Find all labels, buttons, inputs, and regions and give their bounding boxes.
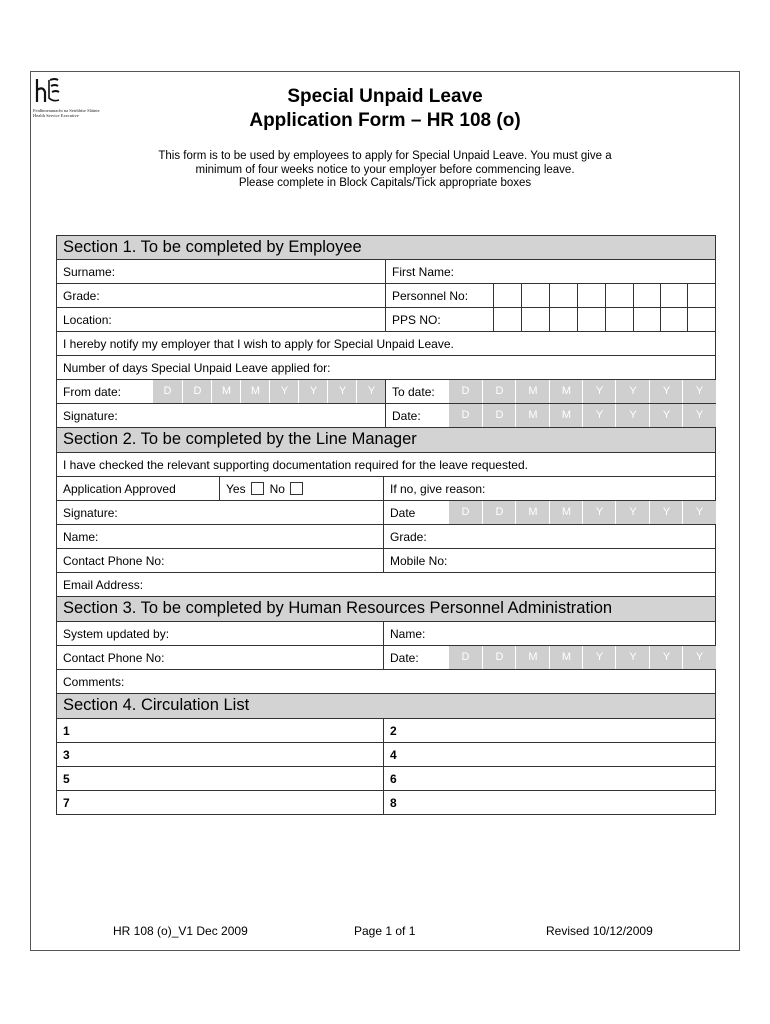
from-date-box[interactable]: Y (298, 380, 328, 403)
circulation-row (56, 743, 716, 767)
manager-email-row (56, 573, 716, 597)
manager-date-box[interactable]: M (515, 501, 550, 524)
surname-row (56, 260, 716, 284)
num-days-field[interactable]: Number of days Special Unpaid Leave applied for: (63, 361, 331, 375)
from-date-box[interactable]: M (211, 380, 241, 403)
from-date-box[interactable]: M (240, 380, 270, 403)
hr-date-box[interactable]: M (515, 646, 550, 669)
circulation-row (56, 791, 716, 815)
circulation-item[interactable]: 8 (390, 796, 397, 810)
grade-row (56, 284, 716, 308)
hr-date-box[interactable]: Y (682, 646, 716, 669)
employee-date-box[interactable]: Y (615, 404, 650, 427)
section4-heading (56, 694, 716, 719)
manager-mobile-field[interactable]: Mobile No: (390, 554, 448, 568)
manager-date-box[interactable]: D (482, 501, 516, 524)
personnel-no-box[interactable] (660, 284, 661, 307)
section2-heading (56, 428, 716, 453)
no-checkbox[interactable] (290, 482, 303, 495)
first-name-field[interactable]: First Name: (392, 265, 455, 279)
comments-row (56, 670, 716, 694)
yes-label: Yes (226, 482, 246, 496)
checked-row (56, 453, 716, 477)
hr-date-box[interactable]: M (549, 646, 583, 669)
manager-name-row (56, 525, 716, 549)
personnel-no-box[interactable] (687, 284, 688, 307)
manager-date-box[interactable]: Y (682, 501, 716, 524)
hr-name-field[interactable]: Name: (390, 627, 426, 641)
manager-contact-phone-field[interactable]: Contact Phone No: (63, 554, 165, 568)
intro-line1: This form is to be used by employees to apply for Special Unpaid Leave. You must give a (158, 150, 612, 162)
hr-date-box[interactable]: Y (615, 646, 650, 669)
from-date-box[interactable]: D (182, 380, 212, 403)
location-row (56, 308, 716, 332)
personnel-no-box[interactable] (493, 284, 494, 307)
approved-label: Application Approved (63, 482, 176, 496)
from-date-box[interactable]: Y (269, 380, 299, 403)
section1-heading-text: Section 1. To be completed by Employee (63, 238, 362, 256)
pps-no-box[interactable] (549, 308, 550, 331)
personnel-no-box[interactable] (549, 284, 550, 307)
circulation-item[interactable]: 4 (390, 748, 397, 762)
manager-date-box[interactable]: Y (582, 501, 616, 524)
hr-date-box[interactable]: Y (582, 646, 616, 669)
section3-heading-text: Section 3. To be completed by Human Resources Personnel Administration (63, 599, 613, 617)
grade-field[interactable]: Grade: (63, 289, 100, 303)
pps-no-box[interactable] (493, 308, 494, 331)
approved-row (56, 477, 716, 501)
employee-date-box[interactable]: M (549, 404, 583, 427)
section3-heading (56, 597, 716, 622)
circulation-item[interactable]: 3 (63, 748, 70, 762)
manager-phone-row (56, 549, 716, 573)
employee-date-box[interactable]: Y (649, 404, 683, 427)
from-date-box[interactable]: D (153, 380, 182, 403)
hr-date-box[interactable]: D (482, 646, 516, 669)
manager-name-field[interactable]: Name: (63, 530, 99, 544)
personnel-no-box[interactable] (605, 284, 606, 307)
intro-text (0, 150, 770, 191)
manager-date-box[interactable]: M (549, 501, 583, 524)
dates-row (56, 380, 716, 404)
approval-options (226, 482, 309, 496)
yes-checkbox[interactable] (251, 482, 264, 495)
circulation-item[interactable]: 5 (63, 772, 70, 786)
personnel-no-box[interactable] (521, 284, 522, 307)
pps-no-box[interactable] (577, 308, 578, 331)
if-no-reason-field[interactable]: If no, give reason: (390, 482, 486, 496)
intro-line2: minimum of four weeks notice to your employer before commencing leave. (195, 163, 575, 176)
logo-text-irish: Feidhmeannacht na Seirbhíse Sláinte (33, 108, 100, 113)
hr-phone-row (56, 646, 716, 670)
manager-signature-row (56, 501, 716, 525)
checked-statement: I have checked the relevant supporting documentation required for the leave requested. (63, 458, 528, 472)
circulation-item[interactable]: 6 (390, 772, 397, 786)
pps-no-box[interactable] (521, 308, 522, 331)
employee-date-box[interactable]: Y (682, 404, 716, 427)
system-updated-row (56, 622, 716, 646)
section1-heading (56, 235, 716, 260)
section2-heading-text: Section 2. To be completed by the Line Manager (63, 430, 417, 448)
circulation-row (56, 767, 716, 791)
hr-contact-phone-field[interactable]: Contact Phone No: (63, 651, 165, 665)
num-days-row (56, 356, 716, 380)
to-date-box[interactable]: D (482, 380, 516, 403)
to-date-box[interactable]: M (515, 380, 550, 403)
footer-page-number: Page 1 of 1 (354, 924, 416, 938)
personnel-no-box[interactable] (577, 284, 578, 307)
comments-field[interactable]: Comments: (63, 675, 125, 689)
employee-date-label: Date: (392, 409, 421, 423)
hr-date-box[interactable]: D (449, 646, 482, 669)
manager-date-label: Date (390, 506, 416, 520)
personnel-no-label: Personnel No: (392, 289, 469, 303)
employee-date-box[interactable]: Y (582, 404, 616, 427)
to-date-box[interactable]: Y (682, 380, 716, 403)
employee-date-box[interactable]: D (482, 404, 516, 427)
to-date-box[interactable]: D (449, 380, 482, 403)
footer-form-version: HR 108 (o)_V1 Dec 2009 (113, 924, 248, 938)
to-date-label: To date: (392, 385, 435, 399)
intro-line3: Please complete in Block Capitals/Tick appropriate boxes (238, 177, 532, 189)
manager-date-box[interactable]: Y (649, 501, 683, 524)
from-date-box[interactable]: Y (356, 380, 386, 403)
pps-no-box[interactable] (633, 308, 634, 331)
personnel-no-box[interactable] (633, 284, 634, 307)
logo-text-english: Health Service Executive (33, 113, 79, 118)
signature-row (56, 404, 716, 428)
no-label: No (269, 482, 285, 496)
hr-date-box[interactable]: Y (649, 646, 683, 669)
system-updated-field[interactable]: System updated by: (63, 627, 170, 641)
to-date-box[interactable]: Y (582, 380, 616, 403)
circulation-item[interactable]: 1 (63, 724, 70, 738)
footer-revised-date: Revised 10/12/2009 (546, 924, 653, 938)
manager-date-box[interactable]: Y (615, 501, 650, 524)
circulation-row (56, 719, 716, 743)
surname-field[interactable]: Surname: (63, 265, 116, 279)
employee-date-box[interactable]: M (515, 404, 550, 427)
to-date-box[interactable]: M (549, 380, 583, 403)
pps-no-box[interactable] (605, 308, 606, 331)
notify-statement: I hereby notify my employer that I wish to apply for Special Unpaid Leave. (63, 337, 454, 351)
to-date-box[interactable]: Y (615, 380, 650, 403)
employee-signature-field[interactable]: Signature: (63, 409, 118, 423)
manager-email-field[interactable]: Email Address: (63, 578, 144, 592)
circulation-item[interactable]: 7 (63, 796, 70, 810)
circulation-item[interactable]: 2 (390, 724, 397, 738)
section4-heading-text: Section 4. Circulation List (63, 696, 250, 714)
title-line1: Special Unpaid Leave (287, 86, 483, 107)
to-date-box[interactable]: Y (649, 380, 683, 403)
pps-no-label: PPS NO: (392, 313, 441, 327)
location-field[interactable]: Location: (63, 313, 112, 327)
pps-no-box[interactable] (687, 308, 688, 331)
pps-no-box[interactable] (660, 308, 661, 331)
notify-row (56, 332, 716, 356)
from-date-label: From date: (63, 385, 122, 399)
application-form (56, 235, 716, 815)
hr-date-label: Date: (390, 651, 419, 665)
employee-date-box[interactable]: D (449, 404, 482, 427)
manager-signature-field[interactable]: Signature: (63, 506, 118, 520)
manager-grade-field[interactable]: Grade: (390, 530, 427, 544)
from-date-box[interactable]: Y (327, 380, 357, 403)
manager-date-box[interactable]: D (449, 501, 482, 524)
title-line2: Application Form – HR 108 (o) (249, 110, 521, 131)
